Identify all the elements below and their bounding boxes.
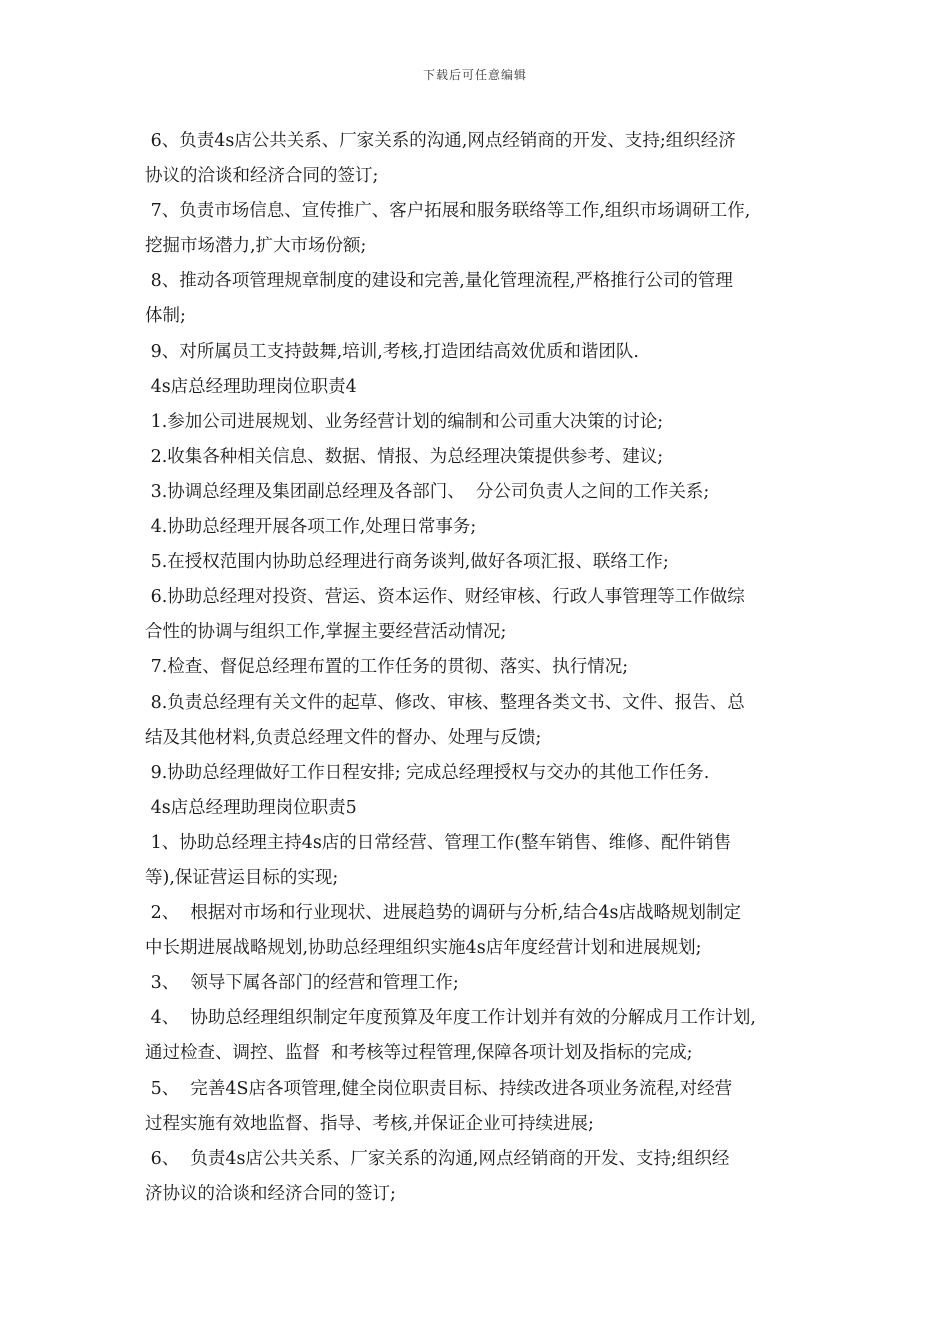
section-heading: 4s店总经理助理岗位职责4 <box>145 376 357 397</box>
text-line: 6、 负责4s店公共关系、厂家关系的沟通,网点经销商的开发、支持;组织经 <box>145 1148 730 1169</box>
text-line: 1、协助总经理主持4s店的日常经营、管理工作(整车销售、维修、配件销售 <box>145 832 732 853</box>
text-line: 4、 协助总经理组织制定年度预算及年度工作计划并有效的分解成月工作计划, <box>145 1008 756 1029</box>
text-line: 等),保证营运目标的实现; <box>145 867 339 888</box>
text-line: 5、 完善4S店各项管理,健全岗位职责目标、持续改进各项业务流程,对经营 <box>145 1078 733 1099</box>
text-line: 体制; <box>145 306 186 327</box>
text-line: 6.协助总经理对投资、营运、资本运作、财经审核、行政人事管理等工作做综 <box>145 587 745 608</box>
text-line: 合性的协调与组织工作,掌握主要经营活动情况; <box>145 622 507 643</box>
text-line: 2.收集各种相关信息、数据、情报、为总经理决策提供参考、建议; <box>145 446 664 467</box>
text-line: 济协议的洽谈和经济合同的签订; <box>145 1183 396 1204</box>
text-line: 中长期进展战略规划,协助总经理组织实施4s店年度经营计划和进展规划; <box>145 938 702 959</box>
section-heading: 4s店总经理助理岗位职责5 <box>145 797 357 818</box>
document-body <box>145 124 817 1212</box>
text-line: 3.协调总经理及集团副总经理及各部门、 分公司负责人之间的工作关系; <box>145 481 710 502</box>
text-line: 7、负责市场信息、宣传推广、客户拓展和服务联络等工作,组织市场调研工作, <box>145 201 751 222</box>
text-line: 2、 根据对市场和行业现状、进展趋势的调研与分析,结合4s店战略规划制定 <box>145 903 741 924</box>
text-line: 通过检查、调控、监督 和考核等过程管理,保障各项计划及指标的完成; <box>145 1043 693 1064</box>
text-line: 5.在授权范围内协助总经理进行商务谈判,做好各项汇报、联络工作; <box>145 552 669 573</box>
text-line: 8、推动各项管理规章制度的建设和完善,量化管理流程,严格推行公司的管理 <box>145 271 733 292</box>
text-line: 结及其他材料,负责总经理文件的督办、处理与反馈; <box>145 727 542 748</box>
text-line: 9.协助总经理做好工作日程安排; 完成总经理授权与交办的其他工作任务. <box>145 762 710 783</box>
text-line: 6、负责4s店公共关系、厂家关系的沟通,网点经销商的开发、支持;组织经济 <box>145 131 736 151</box>
text-line: 挖掘市场潜力,扩大市场份额; <box>145 236 367 257</box>
text-line: 过程实施有效地监督、指导、考核,并保证企业可持续进展; <box>145 1113 594 1134</box>
text-line: 3、 领导下属各部门的经营和管理工作; <box>145 973 459 994</box>
text-line: 1.参加公司进展规划、业务经营计划的编制和公司重大决策的讨论; <box>145 411 664 432</box>
page-header: 下载后可任意编辑 <box>422 68 527 82</box>
text-line: 4.协助总经理开展各项工作,处理日常事务; <box>145 517 477 538</box>
text-line: 协议的洽谈和经济合同的签订; <box>145 166 379 187</box>
text-line: 8.负责总经理有关文件的起草、修改、审核、整理各类文书、文件、报告、总 <box>145 692 745 713</box>
text-line: 7.检查、督促总经理布置的工作任务的贯彻、落实、执行情况; <box>145 657 629 678</box>
text-line: 9、对所属员工支持鼓舞,培训,考核,打造团结高效优质和谐团队. <box>145 341 639 362</box>
